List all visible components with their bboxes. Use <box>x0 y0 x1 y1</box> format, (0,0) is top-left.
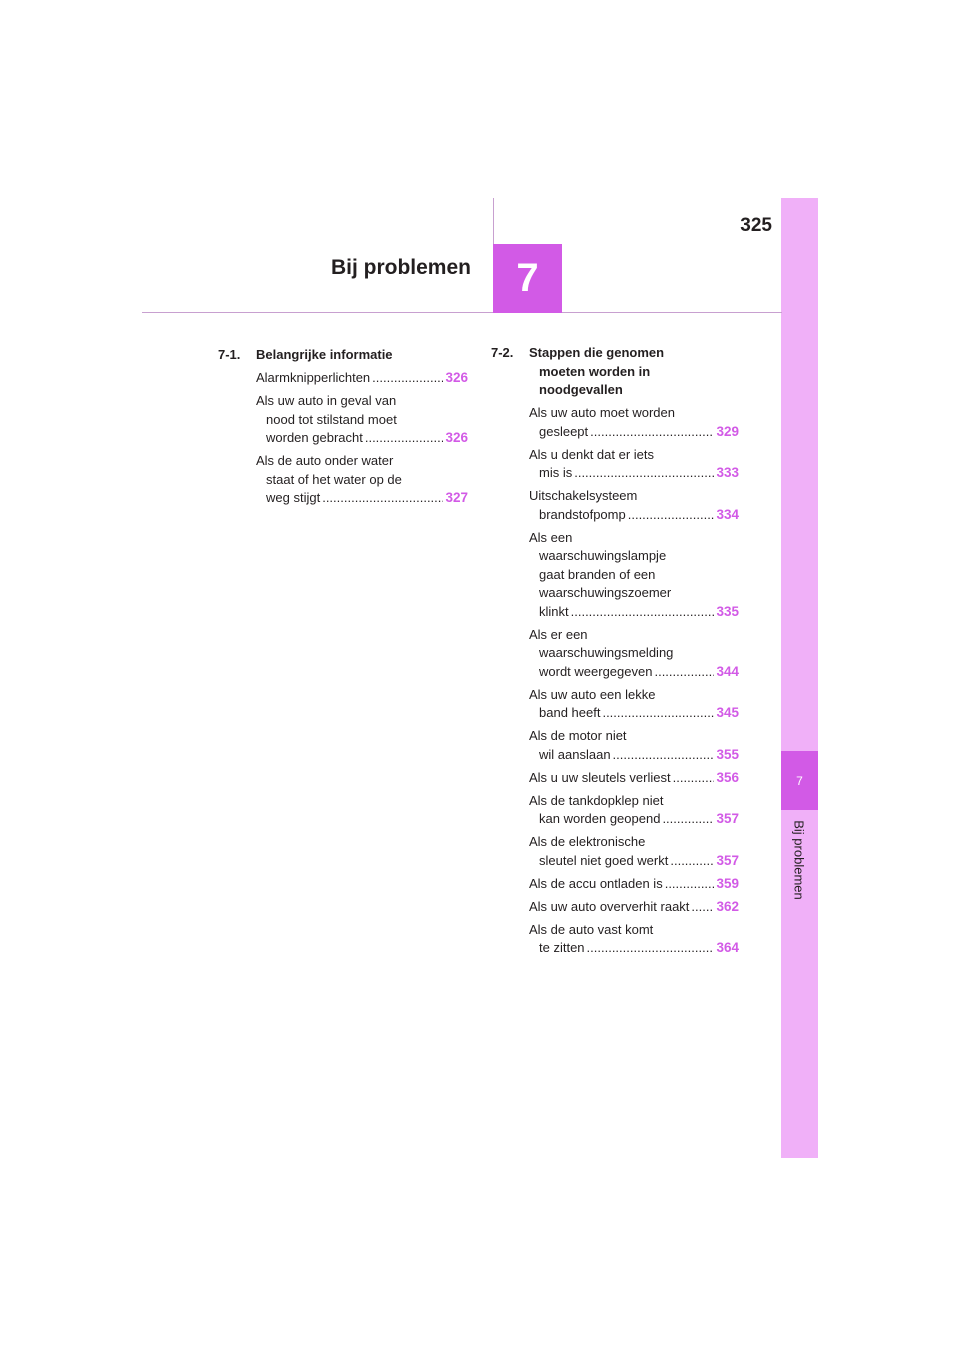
toc-entry[interactable] <box>491 727 739 764</box>
dot-leader <box>662 810 714 829</box>
dot-leader <box>602 704 714 723</box>
dot-leader <box>628 506 715 525</box>
toc-entry[interactable] <box>491 529 739 622</box>
sidebar-chapter-label: Bij problemen <box>791 820 807 900</box>
toc-entry-text: Als uw auto oververhit raakt <box>529 898 690 914</box>
section-title-line: Belangrijke informatie <box>256 347 393 362</box>
toc-page-link[interactable]: 335 <box>716 603 739 619</box>
dot-leader <box>665 875 715 894</box>
toc-entry-text: kan worden geopend <box>539 811 661 826</box>
toc-entry-text: Als de tankdopklep niet <box>529 792 664 808</box>
dot-leader <box>673 769 715 788</box>
dot-leader <box>654 663 714 682</box>
toc-column-right <box>491 344 739 958</box>
section-number: 7-1. <box>218 347 241 362</box>
toc-entry-text: Alarmknipperlichten <box>256 370 371 385</box>
toc-entry-text: Als uw auto moet worden <box>529 405 675 420</box>
toc-entry[interactable] <box>491 404 739 441</box>
toc-page-link[interactable]: 357 <box>716 811 739 826</box>
toc-entry-text: gaat branden of een <box>539 566 656 582</box>
toc-entry-text: Als er een <box>529 626 588 642</box>
dot-leader <box>372 369 443 388</box>
toc-entry-text: mis is <box>539 465 573 480</box>
toc-page-link[interactable]: 326 <box>445 430 468 445</box>
toc-entry-text: Als uw auto in geval van <box>256 393 397 408</box>
toc-entry[interactable] <box>491 875 739 894</box>
toc-page-link[interactable]: 334 <box>716 506 739 522</box>
toc-entry[interactable] <box>491 833 739 870</box>
toc-entry[interactable] <box>491 921 739 958</box>
section-title-line: moeten worden in <box>539 363 651 379</box>
sidebar-chapter-number: 7 <box>781 751 818 810</box>
toc-page-link[interactable]: 362 <box>716 898 739 914</box>
chapter-sidebar-tab <box>781 198 818 1158</box>
toc-entry-text: Als de auto onder water <box>256 453 394 468</box>
section-heading <box>218 346 468 365</box>
dot-leader <box>670 852 714 871</box>
toc-entry-text: wordt weergegeven <box>539 663 653 679</box>
section-heading <box>491 344 739 400</box>
toc-entry-text: Als de motor niet <box>529 728 627 743</box>
dot-leader <box>322 489 443 508</box>
toc-entry-text: waarschuwingsmelding <box>539 645 674 660</box>
toc-page-link[interactable]: 333 <box>716 465 739 480</box>
dot-leader <box>587 939 715 958</box>
dot-leader <box>691 898 714 917</box>
toc-page-link[interactable]: 364 <box>716 940 739 955</box>
toc-entry[interactable] <box>491 686 739 723</box>
toc-entry[interactable] <box>491 626 739 682</box>
toc-entry-text: wil aanslaan <box>539 746 611 762</box>
toc-entry-text: band heeft <box>539 705 601 720</box>
toc-entry-text: nood tot stilstand moet <box>266 411 397 427</box>
dot-leader <box>365 429 444 448</box>
header-vertical-rule <box>493 198 494 244</box>
dot-leader <box>574 464 714 483</box>
toc-entry-text: waarschuwingszoemer <box>539 585 672 600</box>
toc-entry[interactable] <box>491 898 739 917</box>
toc-entry-text: sleutel niet goed werkt <box>539 852 669 868</box>
toc-entry-text: brandstofpomp <box>539 506 626 522</box>
toc-entry[interactable] <box>218 392 468 448</box>
dot-leader <box>613 746 715 765</box>
toc-page-link[interactable]: 356 <box>716 769 739 785</box>
toc-column-left <box>218 346 468 508</box>
toc-entry[interactable] <box>491 769 739 788</box>
toc-page-link[interactable]: 344 <box>716 663 739 679</box>
section-title-line: Stappen die genomen <box>529 345 665 360</box>
toc-entry-text: Als de elektronische <box>529 834 646 849</box>
toc-page-link[interactable]: 326 <box>445 370 468 385</box>
toc-entry-text: staat of het water op de <box>266 471 402 487</box>
toc-entry-text: Uitschakelsysteem <box>529 488 638 503</box>
toc-entry-text: worden gebracht <box>266 430 363 445</box>
toc-entry[interactable] <box>218 369 468 388</box>
chapter-number-box: 7 <box>493 244 562 313</box>
toc-entry[interactable] <box>491 487 739 524</box>
toc-entry-text: klinkt <box>539 603 569 619</box>
toc-entry-text: gesleept <box>539 423 589 439</box>
page-number: 325 <box>740 215 772 236</box>
chapter-title: Bij problemen <box>330 256 471 279</box>
section-number: 7-2. <box>491 345 514 360</box>
toc-entry-text: te zitten <box>539 940 585 955</box>
toc-entry-text: Als de auto vast komt <box>529 921 654 937</box>
toc-page-link[interactable]: 357 <box>716 852 739 868</box>
toc-page-link[interactable]: 327 <box>445 490 468 505</box>
toc-entry-text: Als uw auto een lekke <box>529 686 656 702</box>
dot-leader <box>590 423 714 442</box>
toc-page-link[interactable]: 329 <box>716 423 739 439</box>
toc-entry[interactable] <box>218 452 468 508</box>
toc-entry-text: waarschuwingslampje <box>539 548 667 563</box>
toc-page-link[interactable]: 345 <box>716 705 739 720</box>
toc-entry-text: Als u uw sleutels verliest <box>529 769 671 785</box>
toc-page-link[interactable]: 359 <box>716 875 739 891</box>
toc-entry-text: Als een <box>529 529 573 545</box>
toc-entry-text: weg stijgt <box>266 490 321 505</box>
toc-entry-text: Als u denkt dat er iets <box>529 446 655 462</box>
toc-page-link[interactable]: 355 <box>716 746 739 762</box>
toc-entry-text: Als de accu ontladen is <box>529 875 663 891</box>
toc-entry[interactable] <box>491 446 739 483</box>
section-title-line: noodgevallen <box>539 382 623 397</box>
header-rule <box>142 312 782 313</box>
toc-entry[interactable] <box>491 792 739 829</box>
dot-leader <box>571 603 715 622</box>
